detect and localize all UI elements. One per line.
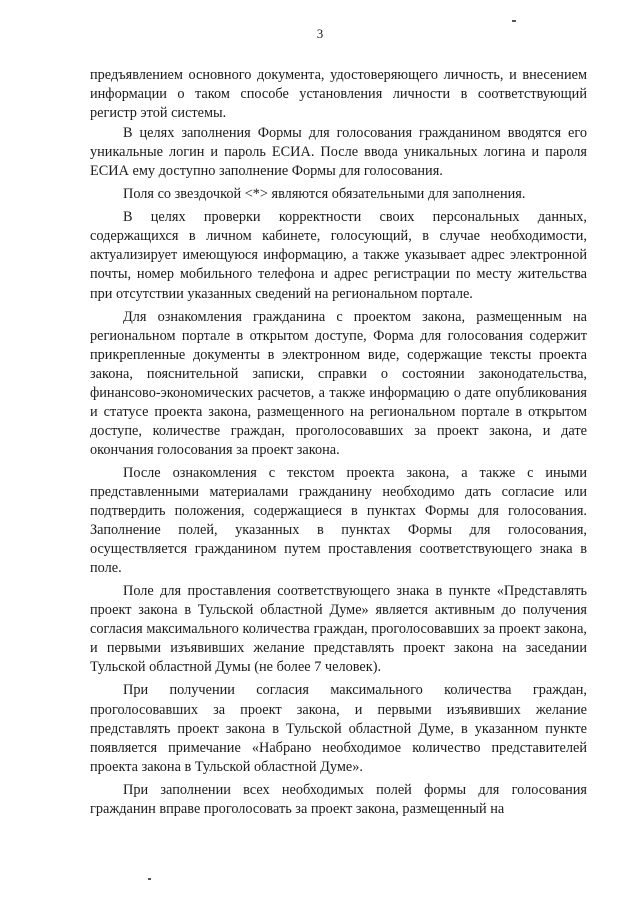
paragraph: Для ознакомления гражданина с проектом закона, размещенным на региональном портале в открытом доступе, Форма для голосования содержит прикрепленные документы в электронном виде, содержащие тексты проекта закона, пояснительной записки, справки о состоянии законодательства, финансово-экономических расчетов, а также информацию о дате опубликования и статусе проекта закона, размещенного на региональном портале в открытом доступе, количестве граждан, проголосовавших за проект закона, и дате окончания голосования за проект закона. — [90, 308, 587, 458]
paragraph: В целях заполнения Формы для голосования гражданином вводятся его уникальные логин и пароль ЕСИА. После ввода уникальных логина и пароля ЕСИА ему доступно заполнение Формы для голосования. — [90, 125, 587, 180]
document-body — [90, 66, 587, 819]
scan-speck — [512, 20, 516, 22]
paragraph: После ознакомления с текстом проекта закона, а также с иными представленными материалами гражданину необходимо дать согласие или подтвердить положения, содержащиеся в пунктах Формы для голосования. Заполнение полей, указанных в пунктах Формы для голосования, осуществляется гражданином путем проставления соответствующего знака в поле. — [90, 464, 587, 577]
paragraph: В целях проверки корректности своих персональных данных, содержащихся в личном кабинете, голосующий, в случае необходимости, актуализирует имеющуюся информацию, а также указывает адрес электронной почты, номер мобильного телефона и адрес регистрации по месту жительства при отсутствии указанных сведений на региональном портале. — [90, 209, 587, 302]
scan-speck — [148, 878, 151, 880]
paragraph: Поле для проставления соответствующего знака в пункте «Представлять проект закона в Тульской областной Думе» является активным до получения согласия максимального количества граждан, проголосовавших за проект закона, и первыми изъявивших желание представлять проект закона на заседании Тульской областной Думы (не более 7 человек). — [90, 583, 587, 676]
paragraph: Поля со звездочкой <*> являются обязательными для заполнения. — [123, 186, 526, 203]
paragraph: предъявлением основного документа, удостоверяющего личность, и внесением информации о таком способе установления личности в соответствующий регистр этой системы. — [90, 67, 587, 122]
paragraph: При получении согласия максимального количества граждан, проголосовавших за проект закона, и первыми изъявивших желание представлять проект закона в Тульской областной Думе, в указанном пункте появляется примечание «Набрано необходимое количество представителей проекта закона в Тульской областной Думе». — [90, 682, 587, 775]
paragraph: При заполнении всех необходимых полей формы для голосования гражданин вправе проголосовать за проект закона, размещенный на — [90, 781, 587, 817]
page-number: 3 — [316, 26, 324, 41]
